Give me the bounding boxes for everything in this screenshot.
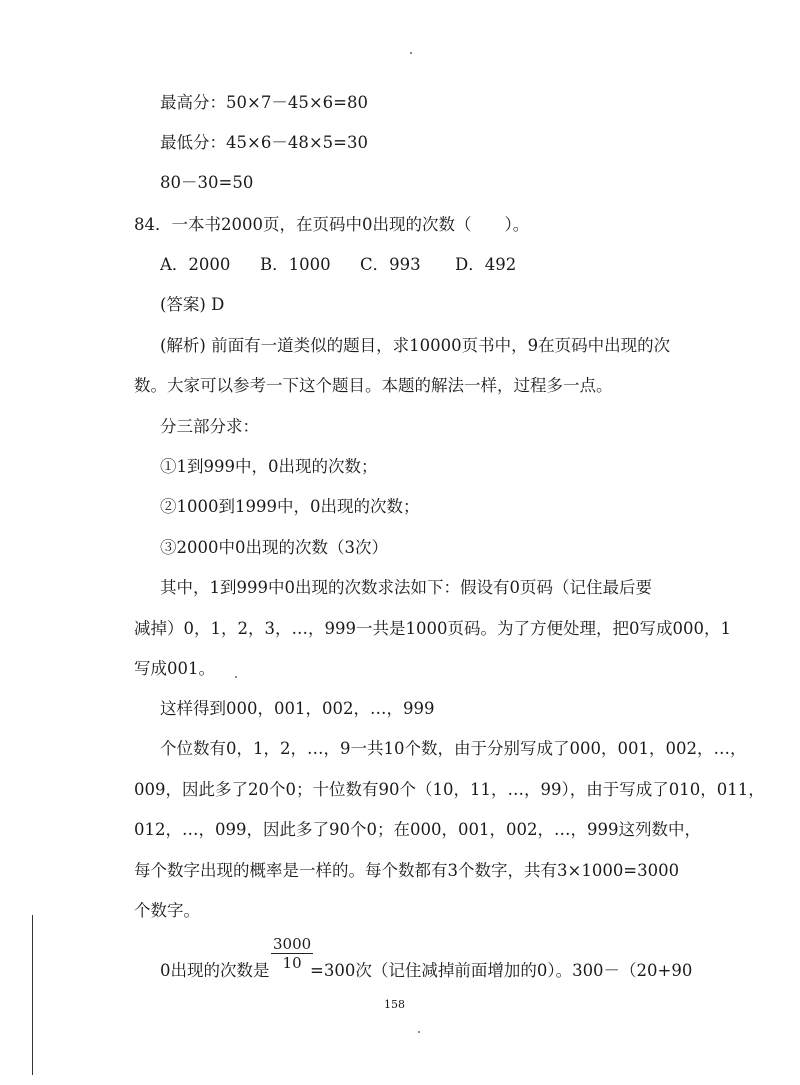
analysis-line-2: 数。大家可以参考一下这个题目。本题的解法一样，过程多一点。 [134,376,613,395]
score-max-line: 最高分：50×7－45×6=80 [160,93,368,112]
scan-speck [410,52,412,54]
scan-speck [235,676,237,678]
part-1: ①1到999中，0出现的次数； [160,457,378,476]
paragraph-3-line-2: 009，因此多了20个0；十位数有90个（10，11，…，99），由于写成了010，011， [134,780,765,799]
paragraph-1-line-3: 写成001。 [134,659,215,678]
part-3: ③2000中0出现的次数（3次） [160,538,388,557]
score-diff-line: 80－30=50 [160,173,254,192]
fraction-denominator: 10 [282,954,302,972]
paragraph-3-line-5: 个数字。 [134,901,200,920]
page-number: 158 [384,998,405,1011]
paragraph-2: 这样得到000，001，002，…，999 [160,699,435,718]
fraction [271,935,313,972]
parts-heading: 分三部分求： [160,417,259,436]
scan-speck [418,1031,420,1033]
score-min-line: 最低分：45×6－48×5=30 [160,133,368,152]
part-2: ②1000到1999中，0出现的次数； [160,497,420,516]
option-a: A．2000 [160,255,231,274]
scan-margin-line [32,915,33,1075]
analysis-line-1: (解析) 前面有一道类似的题目，求10000页书中，9在页码中出现的次 [160,336,671,355]
paragraph-3-line-3: 012，…，099，因此多了90个0；在000，001，002，…，999这列数中， [134,820,701,839]
fraction-numerator: 3000 [273,935,312,953]
paragraph-1-line-1: 其中，1到999中0出现的次数求法如下：假设有0页码（记住最后要 [160,578,652,597]
question-84: 84．一本书2000页，在页码中0出现的次数（ ）。 [134,215,530,234]
paragraph-3-line-1: 个位数有0，1，2，…，9一共10个数，由于分别写成了000，001，002，…， [160,739,747,758]
option-c: C．993 [360,255,421,274]
option-d: D．492 [455,255,517,274]
answer-line: (答案) D [160,295,225,314]
final-line-prefix: 0出现的次数是 [160,961,270,980]
option-b: B．1000 [260,255,331,274]
paragraph-1-line-2: 减掉）0，1，2，3，…，999一共是1000页码。为了方便处理，把0写成000，1 [134,619,731,638]
final-line-suffix: =300次（记住减掉前面增加的0）。300－（20+90 [310,961,693,980]
paragraph-3-line-4: 每个数字出现的概率是一样的。每个数都有3个数字，共有3×1000=3000 [134,861,680,880]
